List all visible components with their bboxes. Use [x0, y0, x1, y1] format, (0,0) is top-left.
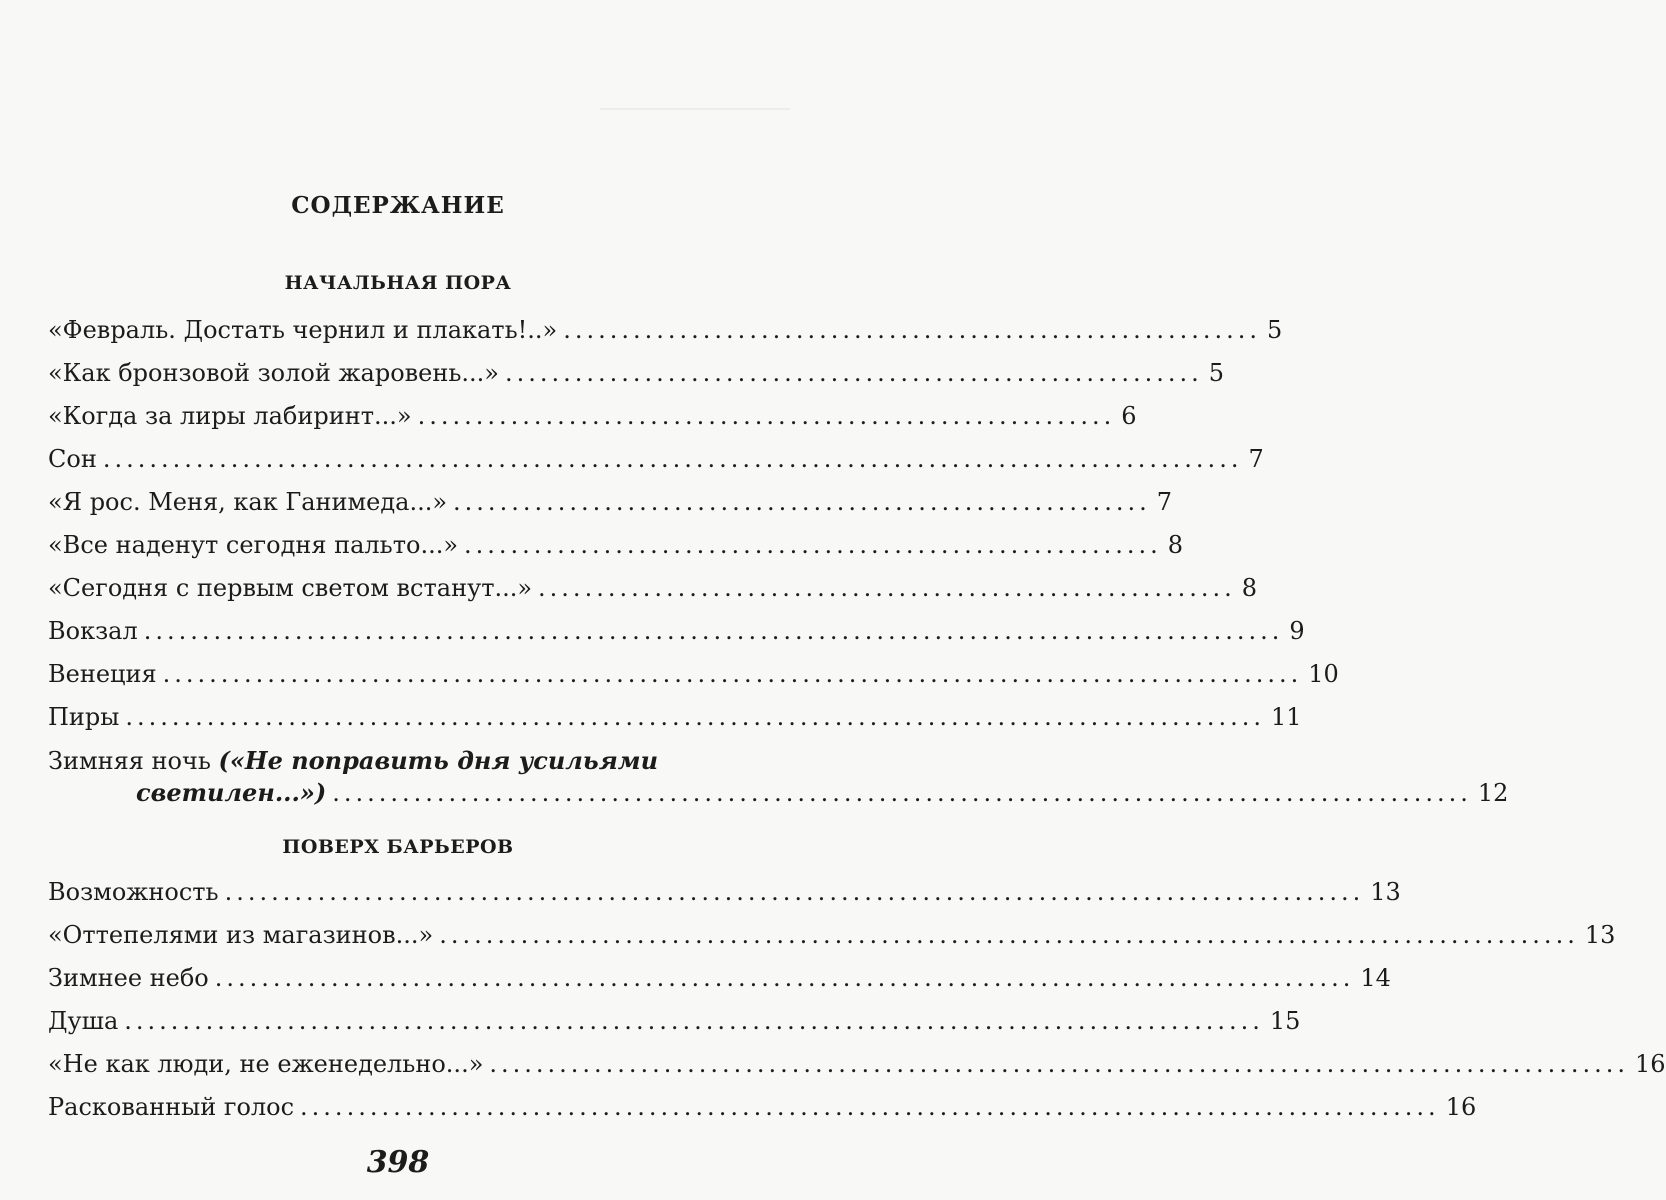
toc-entry-title: Зимнее небо	[48, 964, 209, 992]
leader-dots: ..................................................................................................	[102, 445, 1243, 473]
toc-entry-page: 7	[1156, 488, 1173, 516]
toc-entry[interactable]	[48, 445, 1264, 479]
leader-dots: ..................................................................................................	[439, 921, 1579, 949]
toc-entry[interactable]	[48, 660, 1339, 694]
toc-entry-title: Раскованный голос	[48, 1093, 295, 1121]
page-number: 398	[366, 1145, 430, 1180]
toc-entry-title: «Оттепелями из магазинов...»	[48, 921, 434, 949]
leader-dots: ............................................................	[453, 488, 1151, 516]
toc-entry-page: 15	[1269, 1007, 1301, 1035]
toc-entry-page: 5	[1266, 316, 1283, 344]
leader-dots: ............................................................	[538, 574, 1236, 602]
toc-entry[interactable]	[48, 574, 1258, 608]
toc-entry[interactable]	[48, 359, 1224, 393]
toc-entry-page: 7	[1248, 445, 1264, 473]
toc-entry-page: 13	[1584, 921, 1616, 949]
toc-entry-page: 6	[1121, 402, 1137, 430]
leader-dots: ............................................................	[417, 402, 1116, 430]
toc-entry-page: 16	[1445, 1093, 1477, 1121]
leader-dots: ..................................................................................................	[143, 617, 1284, 645]
toc-entry-page: 5	[1208, 359, 1224, 387]
toc-entry-page: 10	[1308, 660, 1339, 688]
bleed-through-decoration	[600, 88, 790, 136]
leader-dots: ..................................................................................................	[224, 878, 1365, 906]
section-title-poverkh-barerov: ПОВЕРХ БАРЬЕРОВ	[282, 836, 514, 858]
toc-entry-subtitle: светилен...»)	[136, 778, 327, 807]
toc-entry-title: «Февраль. Достать чернил и плакать!..»	[48, 316, 558, 344]
toc-entry[interactable]	[48, 402, 1137, 436]
leader-dots: ..................................................................................................	[489, 1050, 1630, 1078]
leader-dots: ..................................................................................................	[300, 1093, 1440, 1121]
toc-entry-title: «Когда за лиры лабиринт...»	[48, 402, 412, 430]
toc-heading: СОДЕРЖАНИЕ	[291, 192, 505, 219]
toc-entry-title: Душа	[48, 1007, 119, 1035]
toc-entry[interactable]	[48, 1050, 1666, 1084]
toc-entry-title: «Сегодня с первым светом встанут...»	[48, 574, 533, 602]
leader-dots: ..................................................................................................	[125, 703, 1266, 731]
toc-entry-title: Возможность	[48, 878, 219, 906]
toc-entry[interactable]	[48, 878, 1401, 912]
toc-entry[interactable]	[48, 1093, 1477, 1127]
toc-entry[interactable]	[48, 1007, 1301, 1041]
toc-entry-page: 11	[1271, 703, 1302, 731]
toc-entry-page: 8	[1241, 574, 1258, 602]
toc-entry-subtitle: («Не поправить дня усильями	[218, 746, 659, 775]
toc-entry-page: 16	[1635, 1050, 1666, 1078]
toc-entry[interactable]	[48, 964, 1391, 998]
toc-entry-title: Вокзал	[48, 617, 138, 645]
toc-entry-title: «Я рос. Меня, как Ганимеда...»	[48, 488, 448, 516]
toc-entry-title: «Все наденут сегодня пальто...»	[48, 531, 459, 559]
toc-entry-title: Венеция	[48, 660, 157, 688]
toc-entry-page: 13	[1370, 878, 1401, 906]
leader-dots: ..................................................................................................	[162, 660, 1303, 688]
toc-entry-page: 14	[1360, 964, 1391, 992]
leader-dots: ............................................................	[464, 531, 1162, 559]
toc-entry[interactable]	[48, 617, 1305, 651]
toc-entry-title: «Как бронзовой золой жаровень...»	[48, 359, 499, 387]
section-title-nachalnaya-pora: НАЧАЛЬНАЯ ПОРА	[284, 272, 512, 294]
toc-entry-page: 8	[1167, 531, 1184, 559]
leader-dots: ..................................................................................................	[124, 1007, 1264, 1035]
leader-dots: ..................................................................................................	[332, 779, 1472, 807]
toc-entry-title: «Не как люди, не еженедельно...»	[48, 1050, 484, 1078]
leader-dots: ..................................................................................................	[214, 964, 1355, 992]
toc-entry[interactable]	[48, 921, 1616, 955]
toc-entry-title: Сон	[48, 445, 97, 473]
toc-entry-page: 12	[1477, 779, 1509, 807]
leader-dots: ............................................................	[504, 359, 1203, 387]
toc-entry[interactable]	[48, 703, 1302, 737]
toc-entry[interactable]	[48, 488, 1173, 522]
toc-entry-title: Зимняя ночь	[48, 747, 211, 775]
toc-entry-title: Пиры	[48, 703, 120, 731]
toc-entry-continuation[interactable]	[136, 778, 1509, 812]
toc-entry-page: 9	[1289, 617, 1305, 645]
toc-entry-multiline[interactable]	[48, 746, 658, 775]
leader-dots: ............................................................	[563, 316, 1261, 344]
toc-entry[interactable]	[48, 316, 1283, 350]
toc-entry[interactable]	[48, 531, 1184, 565]
